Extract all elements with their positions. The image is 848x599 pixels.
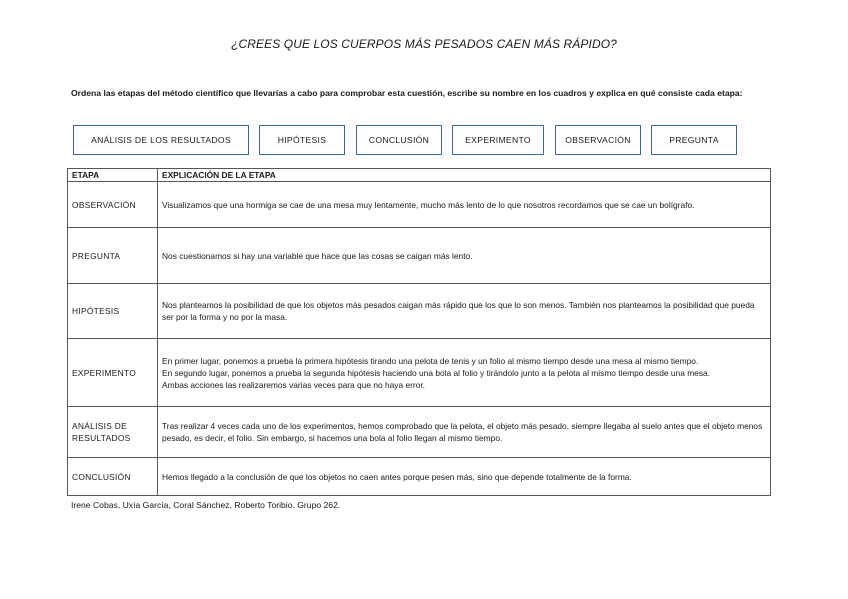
explanation-line: Ambas acciones las realizaremos varias veces para que no haya error. <box>162 379 426 390</box>
table-row <box>68 339 771 407</box>
authors-footer: Irene Cobas, Uxía García, Coral Sánchez, Roberto Toribio. Grupo 262. <box>71 500 341 510</box>
stage-name: EXPERIMENTO <box>68 339 158 407</box>
stage-explanation <box>158 458 771 496</box>
stage-box-conclusion: CONCLUSIÓN <box>356 125 442 155</box>
stage-explanation <box>158 228 771 284</box>
table-row <box>68 407 771 458</box>
stage-explanation <box>158 339 771 407</box>
stage-explanation <box>158 284 771 339</box>
stage-name: PREGUNTA <box>68 228 158 284</box>
stage-name: CONCLUSIÓN <box>68 458 158 496</box>
header-etapa: ETAPA <box>68 169 158 182</box>
explanation-line: Tras realizar 4 veces cada uno de los experimentos, hemos comprobado que la pelota, el objeto más pesado, siempre llegaba al suelo antes que el objeto menos pesado, es decir, el folio. Sin embargo, si hacemos una bola al folio llegan al mismo tiempo. <box>162 421 763 443</box>
table-header-row <box>68 169 771 182</box>
explanation-line: En segundo lugar, ponemos a prueba la segunda hipótesis haciendo una bola al folio y tirándolo junto a la pelota al mismo tiempo desde una mesa. <box>162 367 710 378</box>
instructions-text: Ordena las etapas del método científico que llevarías a cabo para comprobar esta cuestión, escribe su nombre en los cuadros y explica en qué consiste cada etapa: <box>71 88 743 98</box>
stage-box-analisis: ANÁLISIS DE LOS RESULTADOS <box>73 125 249 155</box>
explanation-line: Nos cuestionamos si hay una variable que hace que las cosas se caigan más lento. <box>162 250 473 261</box>
stage-name: OBSERVACIÓN <box>68 182 158 228</box>
table-row <box>68 458 771 496</box>
explanation-line: Hemos llegado a la conclusión de que los objetos no caen antes porque pesen más, sino que depende totalmente de la forma. <box>162 471 632 482</box>
stage-name: HIPÓTESIS <box>68 284 158 339</box>
stages-table <box>67 168 771 496</box>
stage-name: ANÁLISIS DE RESULTADOS <box>68 407 158 458</box>
page-title: ¿CREES QUE LOS CUERPOS MÁS PESADOS CAEN MÁS RÁPIDO? <box>231 37 617 51</box>
header-explicacion: EXPLICACIÓN DE LA ETAPA <box>158 169 771 182</box>
stage-box-experimento: EXPERIMENTO <box>452 125 544 155</box>
explanation-line: Visualizamos que una hormiga se cae de una mesa muy lentamente, mucho más lento de lo que nosotros recordamos que se cae un bolígrafo. <box>162 199 695 210</box>
explanation-line: En primer lugar, ponemos a prueba la primera hipótesis tirando una pelota de tenis y un folio al mismo tiempo desde una mesa al mismo tiempo. <box>162 355 699 366</box>
stage-box-pregunta: PREGUNTA <box>651 125 737 155</box>
stage-box-hipotesis: HIPÓTESIS <box>259 125 345 155</box>
table-row <box>68 284 771 339</box>
table-row <box>68 228 771 284</box>
explanation-line: Nos planteamos la posibilidad de que los objetos más pesados caigan más rápido que los que lo son menos. También nos planteamos la posibilidad que pueda ser por la forma y no por la masa. <box>162 300 755 322</box>
stage-box-observacion: OBSERVACIÓN <box>555 125 641 155</box>
table-row <box>68 182 771 228</box>
stage-explanation <box>158 407 771 458</box>
stage-explanation <box>158 182 771 228</box>
